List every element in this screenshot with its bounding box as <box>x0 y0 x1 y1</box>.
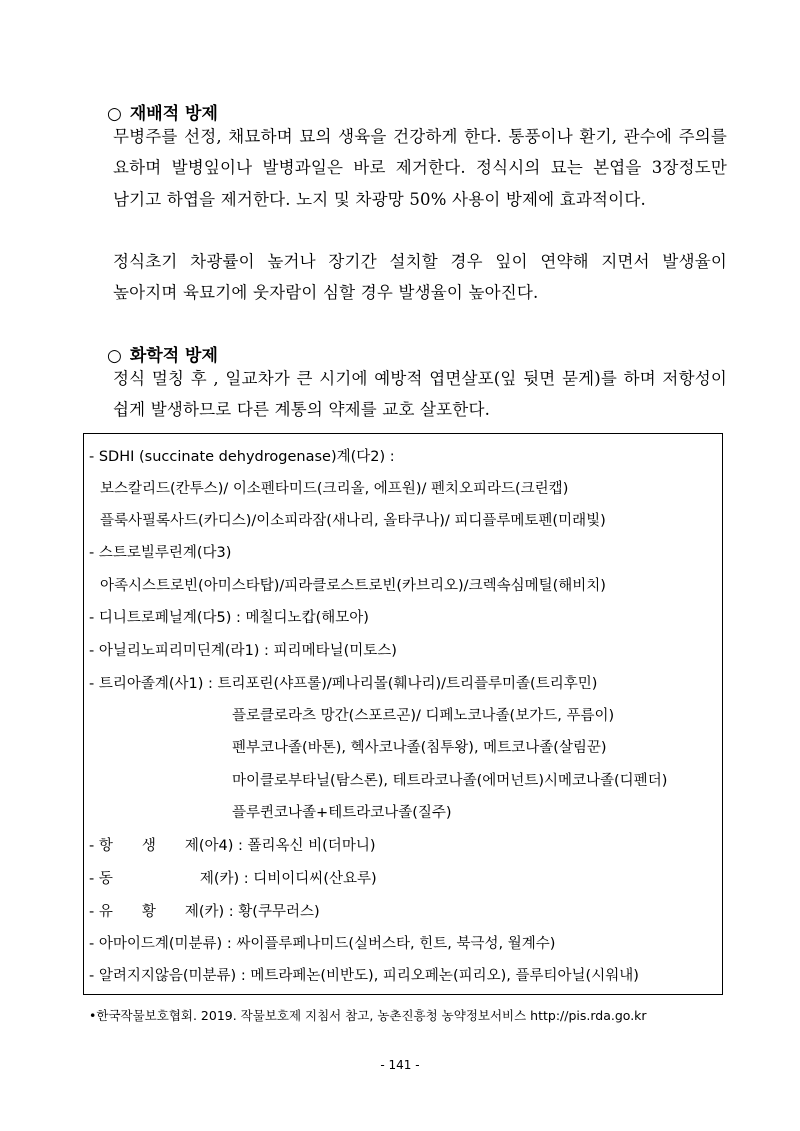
section-title: 재배적 방제 <box>129 104 218 124</box>
paragraph-chemical: 정식 멀칭 후 , 일교차가 큰 시기에 예방적 엽면살포(잎 뒷면 묻게)를 하며 저항성이 쉽게 발생하므로 다른 계통의 약제를 교호 살포한다. <box>113 369 727 420</box>
pesticide-list-box <box>83 433 723 995</box>
list-item: - 유 황 제(카) : 황(쿠무러스) <box>89 904 320 920</box>
page-number: - 141 - <box>380 1058 420 1072</box>
list-item: - SDHI (succinate dehydrogenase)계(다2) : <box>89 449 395 465</box>
list-item: - 디니트로페닐계(다5) : 메칠디노캅(해모아) <box>89 610 369 626</box>
paragraph-cultural-2: 정식초기 차광률이 높거나 장기간 설치할 경우 잎이 연약해 지면서 발생율이 높아지며 육묘기에 웃자람이 심할 경우 발생율이 높아진다. <box>113 252 727 303</box>
list-item: 마이클로부타닐(탐스론), 테트라코나졸(에머넌트)시메코나졸(디펜더) <box>232 773 668 789</box>
list-item: - 아닐리노피리미딘계(라1) : 피리메타닐(미토스) <box>89 643 397 659</box>
paragraph-cultural-1: 무병주를 선정, 채묘하며 묘의 생육을 건강하게 한다. 통풍이나 환기, 관수에 주의를 요하며 발병잎이나 발병과일은 바로 제거한다. 정식시의 묘는 본엽을 3장정도만 남기고 하엽을 제거한다. 노지 및 차광망 50% 사용이 방제에 효과적이다. <box>113 127 727 209</box>
list-item: 플루퀸코나졸+테트라코나졸(질주) <box>232 805 452 821</box>
circle-bullet-icon: ○ <box>107 104 122 124</box>
list-item: - 알려지지않음(미분류) : 메트라페논(비반도), 피리오페논(피리오), 플루티아닐(시워내) <box>89 968 639 984</box>
circle-bullet-icon: ○ <box>107 346 122 366</box>
list-item: - 항 생 제(아4) : 폴리옥신 비(더마니) <box>89 838 376 854</box>
list-item: - 동 제(카) : 디비이디씨(산요루) <box>89 871 377 887</box>
list-item: - 아마이드계(미분류) : 싸이플루페나미드(실버스타, 힌트, 북극성, 월계수) <box>89 936 556 952</box>
list-item: 펜부코나졸(바톤), 헥사코나졸(침투왕), 메트코나졸(살림꾼) <box>232 740 607 756</box>
source-footnote: •한국작물보호협회. 2019. 작물보호제 지침서 참고, 농촌진흥청 농약정보서비스 http://pis.rda.go.kr <box>89 1008 647 1023</box>
section-title: 화학적 방제 <box>129 346 218 366</box>
list-item: 플룩사필록사드(카디스)/이소피라잠(새나리, 올타쿠나)/ 피디플루메토펜(미래빛) <box>100 513 606 529</box>
list-item: 보스칼리드(칸투스)/ 이소펜타미드(크리올, 에프원)/ 펜치오피라드(크린캡) <box>100 481 569 497</box>
list-item: - 스트로빌루린계(다3) <box>89 545 232 561</box>
list-item: 플로클로라츠 망간(스포르곤)/ 디페노코나졸(보가드, 푸름이) <box>232 708 615 724</box>
list-item: 아족시스트로빈(아미스타탑)/피라클로스트로빈(카브리오)/크렉속심메틸(해비치) <box>100 578 606 594</box>
list-item: - 트리아졸계(사1) : 트리포린(샤프롤)/페나리몰(훼나리)/트리플루미졸(트리후민) <box>89 676 598 692</box>
